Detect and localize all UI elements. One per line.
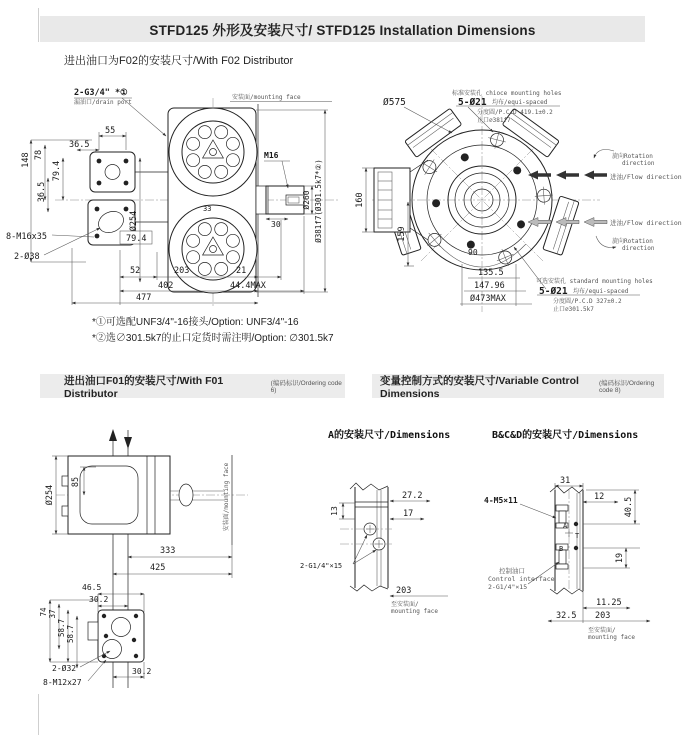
bcd-to-face-en: mounting face [588, 634, 635, 641]
dim-79-4-left: 79.4 [52, 160, 62, 182]
bcd-port-t: T [575, 532, 580, 540]
option-note-2: *②选∅301.5k7的止口定货时需注明/Option: ∅301.5k7 [92, 333, 334, 344]
a-to-face-en: mounting face [391, 608, 438, 615]
dim-55: 55 [105, 126, 116, 136]
std-holes-qty: 5-Ø21 [458, 97, 487, 108]
f01-dim-30-2-top: 30.2 [89, 595, 109, 604]
rotation-label-bottom: 旋向Rotation [612, 238, 653, 245]
bcd-section-heading: B&C&D的安装尺寸/Dimensions [492, 430, 639, 441]
f01-dim-58-7-b: 58.7 [66, 624, 75, 644]
bcd-dim-32-5: 32.5 [556, 611, 577, 621]
rotation-label-bottom-2: direction [622, 245, 655, 252]
bcd-dim-11-25: 11.25 [596, 598, 622, 608]
a-section-heading: A的安装尺寸/Dimensions [328, 430, 451, 441]
left-margin-mark-top [38, 8, 39, 42]
f01-holes-2-32: 2-Ø32 [52, 664, 77, 673]
std-holes-spacing: 均布/equi-spaced [492, 99, 548, 106]
f01-dim-58-7-a: 58.7 [57, 618, 66, 638]
flow-label-top: 进油/Flow direction [610, 173, 682, 181]
bcd-ctrl-cn: 控制油口 [499, 567, 525, 575]
f01-dim-46-5: 46.5 [82, 583, 102, 592]
f01-dim-37: 37 [48, 609, 57, 619]
dim-44-4max: 44.4MAX [230, 281, 266, 291]
holes-2-38: 2-Ø38 [14, 252, 40, 262]
f01-dim-254: Ø254 [45, 484, 55, 506]
f01-bolts-8-m12: 8-M12x27 [43, 678, 82, 687]
spigot-label: Ø381f7(Ø301.5k7*②) [314, 159, 323, 243]
f02-mounting-face-label: 安装面/mounting face [232, 94, 301, 101]
dim-260: Ø260 [302, 190, 311, 210]
dim-30: 30 [271, 220, 281, 229]
f01-dim-85: 85 [71, 476, 81, 488]
dim-135-5: 135.5 [478, 268, 504, 278]
a-dim-13: 13 [330, 506, 339, 516]
a-port-label: 2-G1/4"×15 [300, 562, 343, 570]
opt-holes-pcd: 分度圆/P.C.D 327±0.2 [553, 298, 622, 305]
dim-36-5-left: 36.5 [37, 181, 47, 203]
rotation-label-top-2: direction [622, 160, 655, 167]
flow-label-bottom: 进油/Flow direction [610, 219, 682, 227]
variable-section-heading: 变量控制方式的安装尺寸/Variable Control Dimensions [380, 374, 579, 400]
thread-m16: M16 [264, 151, 279, 160]
f02-section-heading: 进出油口为F02的安装尺寸/With F02 Distributor [64, 55, 294, 67]
bcd-dim-40-5: 40.5 [624, 496, 634, 518]
bcd-port-b: B [559, 545, 564, 553]
variable-section-note: (编码标识/Ordering code 8) [598, 380, 655, 394]
f01-dim-333: 333 [160, 546, 176, 556]
bottom-technical-drawings [0, 400, 686, 735]
a-drawing [339, 483, 448, 596]
rotation-arrow-top [594, 150, 614, 158]
dim-36-5-top: 36.5 [69, 140, 90, 150]
bcd-dim-19: 19 [615, 552, 625, 564]
std-holes-spigot: 止口∅381f7 [477, 117, 511, 124]
rotation-label-top: 旋向Rotation [612, 153, 653, 160]
bolts-8-m16: 8-M16x35 [6, 232, 47, 242]
dim-148: 148 [21, 152, 31, 168]
variable-section-strip [372, 374, 664, 398]
bcd-to-face-cn: 至安装面/ [588, 627, 616, 634]
dim-33: 33 [203, 205, 212, 213]
f01-mounting-face: 安装面/mounting face [223, 462, 230, 532]
f01-dim-30-2-bottom: 30.2 [132, 667, 152, 676]
dim-21: 21 [236, 266, 247, 276]
opt-holes-qty: 5-Ø21 [539, 286, 568, 297]
option-note-1: *①可选配UNF3/4"-16接头/Option: UNF3/4"-16 [92, 317, 299, 328]
dim-160: 160 [355, 192, 365, 208]
bcd-dim-31: 31 [560, 476, 571, 486]
std-holes-pcd: 分度圆/P.C.D 419.1±0.2 [477, 109, 553, 116]
bcd-dim-203: 203 [595, 611, 611, 621]
dim-254: Ø254 [129, 210, 139, 232]
dim-78: 78 [34, 149, 44, 161]
opt-holes-spigot: 止口∅301.5k7 [553, 306, 594, 313]
f02-port-label: 2-G3/4" *① [74, 88, 128, 98]
opt-holes-spacing: 均布/equi-spaced [573, 288, 629, 295]
f01-dim-425: 425 [150, 563, 166, 573]
a-dim-203: 203 [396, 586, 412, 596]
f01-section-strip [40, 374, 345, 398]
bcd-port-a: A [563, 522, 568, 530]
dim-402: 402 [158, 281, 174, 291]
flow-arrows-top [528, 171, 607, 180]
bcd-ctrl-port: 2-G1/4"×15 [488, 583, 528, 591]
dim-203: 203 [174, 266, 190, 276]
bcd-bolts-4-m5: 4-M5×11 [484, 496, 518, 505]
dim-159: 159 [397, 226, 407, 242]
bcd-dim-12: 12 [594, 492, 605, 502]
dim-575: Ø575 [383, 97, 406, 108]
opt-holes-title: 可选安装孔 standard mounting holes [536, 278, 653, 285]
std-holes-title: 标准安装孔 chioce mounting holes [452, 90, 562, 97]
dim-90: 90 [468, 248, 478, 257]
dim-477: 477 [136, 293, 152, 303]
f02-port-sublabel: 漏油口/drain port [74, 99, 132, 106]
a-to-face-cn: 至安装面/ [391, 601, 419, 608]
f01-dim-74: 74 [39, 607, 48, 617]
dim-473max: Ø473MAX [470, 294, 506, 304]
a-dim-27-2: 27.2 [402, 491, 423, 501]
f01-section-heading: 进出油口F01的安装尺寸/With F01 Distributor [64, 374, 224, 400]
a-dim-17: 17 [403, 509, 414, 519]
dim-147-96: 147.96 [474, 281, 505, 291]
dim-79-4-box: 79.4 [126, 234, 147, 244]
dim-52: 52 [130, 266, 141, 276]
page-title: STFD125 外形及安装尺寸/ STFD125 Installation Dimensions [40, 16, 645, 42]
f01-drawing [50, 429, 248, 688]
f01-section-note: (编码标识/Ordering code 6) [270, 380, 342, 394]
bcd-ctrl-en: Control interface [488, 575, 555, 583]
